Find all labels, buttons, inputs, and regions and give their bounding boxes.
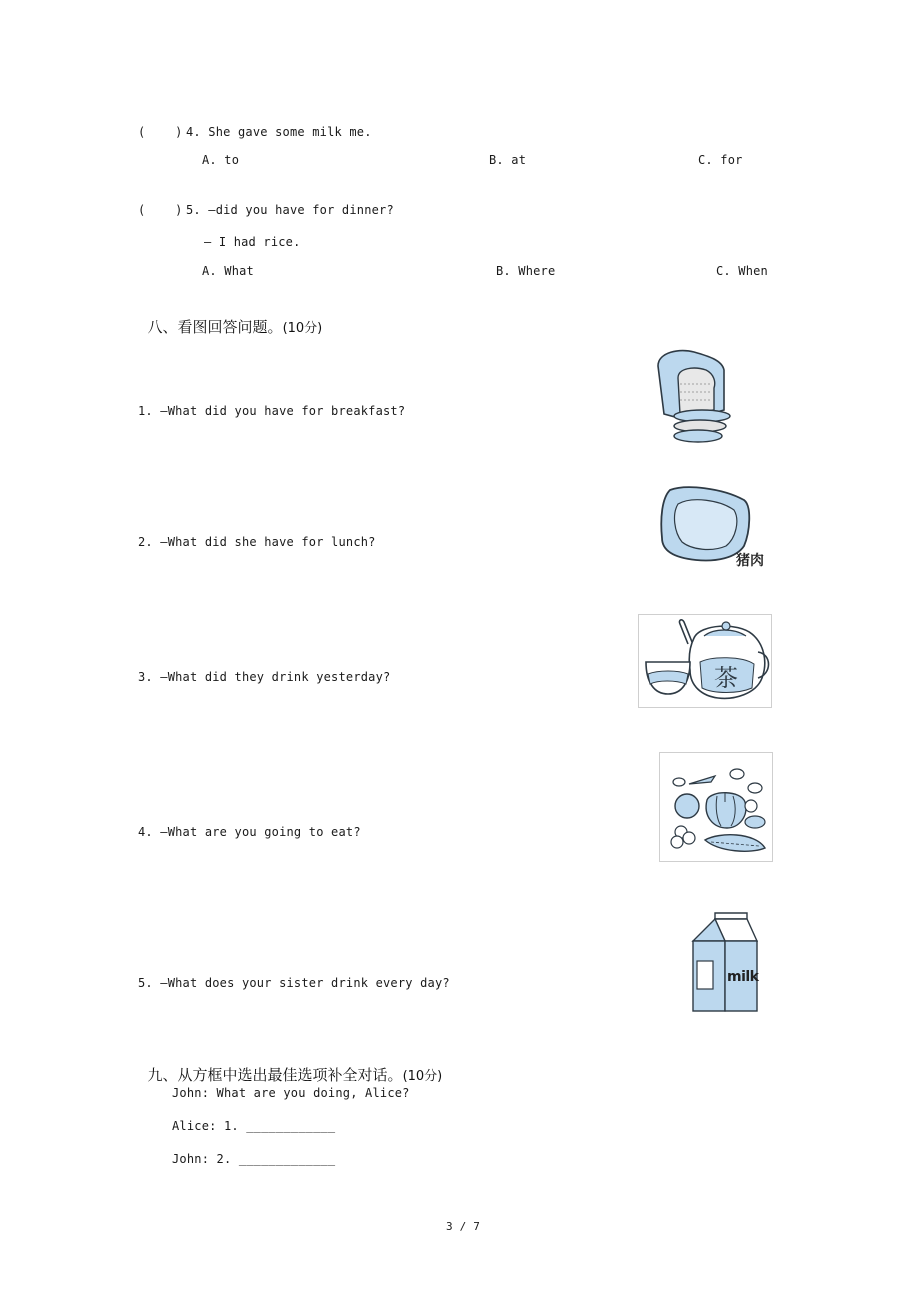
dialogue-line-1: John: What are you doing, Alice? — [172, 1086, 410, 1100]
tea-icon — [638, 614, 772, 708]
page-number: 3 / 7 — [446, 1220, 481, 1233]
section8-title: 八、看图回答问题。 — [147, 318, 283, 336]
q5-option-c[interactable]: C. When — [716, 264, 768, 278]
milk-carton-icon — [685, 911, 761, 1015]
section9-heading — [138, 1046, 442, 1085]
q5-paren[interactable]: ( ) — [138, 203, 183, 217]
dialogue-line-3[interactable]: John: 2. _____________ — [172, 1152, 336, 1166]
q4-option-c[interactable]: C. for — [698, 153, 743, 167]
s8-question-4: 4. —What are you going to eat? — [138, 825, 361, 839]
s8-question-2: 2. —What did she have for lunch? — [138, 535, 376, 549]
milk-label: milk — [727, 969, 759, 985]
dialogue-line-2[interactable]: Alice: 1. ____________ — [172, 1119, 336, 1133]
s8-question-3: 3. —What did they drink yesterday? — [138, 670, 391, 684]
q5-option-b[interactable]: B. Where — [496, 264, 556, 278]
q4-paren[interactable]: ( ) — [138, 125, 183, 139]
section9-points: (10分) — [402, 1069, 443, 1084]
q4-option-b[interactable]: B. at — [489, 153, 527, 167]
q5-reply: — I had rice. — [204, 235, 301, 249]
q5-stem: 5. —did you have for dinner? — [186, 203, 394, 217]
pork-icon — [656, 482, 778, 572]
vegetables-icon — [659, 752, 773, 862]
section9-title: 九、从方框中选出最佳选项补全对话。 — [147, 1066, 403, 1084]
pork-label: 猪肉 — [736, 553, 764, 569]
section8-points: (10分) — [282, 321, 323, 336]
section8-heading — [138, 298, 322, 337]
s8-question-1: 1. —What did you have for breakfast? — [138, 404, 406, 418]
s8-question-5: 5. —What does your sister drink every day? — [138, 976, 450, 990]
q4-option-a[interactable]: A. to — [202, 153, 240, 167]
bread-icon — [650, 348, 742, 444]
q4-stem: 4. She gave some milk me. — [186, 125, 372, 139]
q5-option-a[interactable]: A. What — [202, 264, 254, 278]
tea-label: 茶 — [714, 664, 738, 692]
